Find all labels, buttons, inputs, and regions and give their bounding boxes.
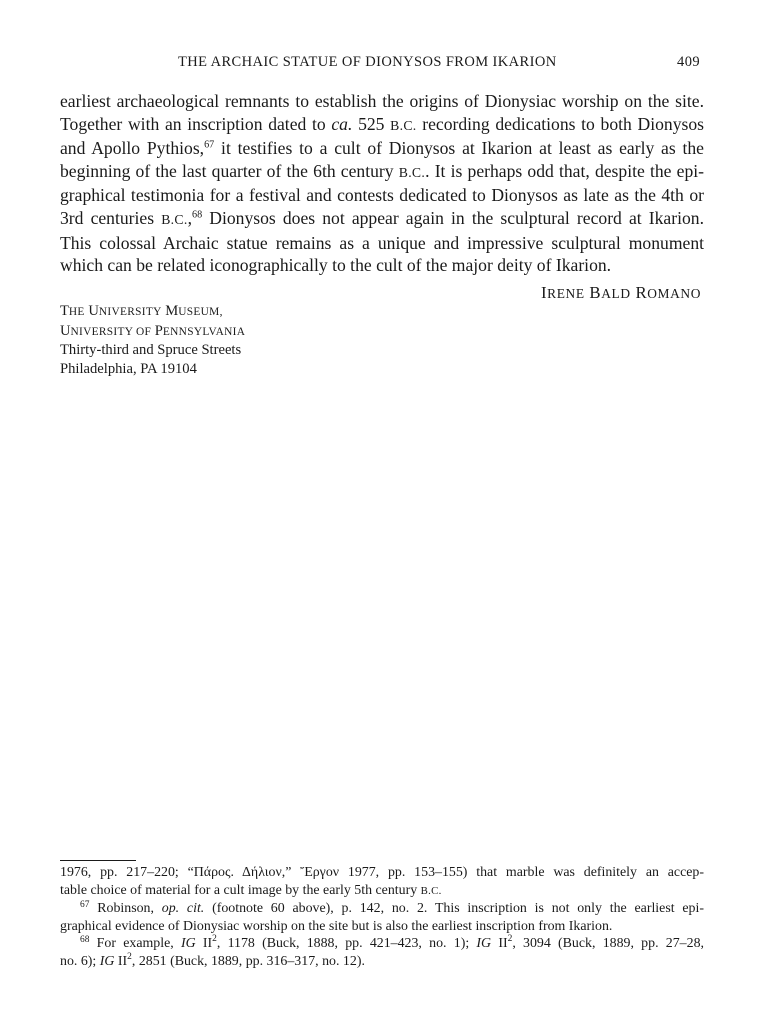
body-line: beginning of the last quarter of the 6th century B.C.. It is perhaps odd that, despite the epi-: [60, 160, 704, 181]
body-paragraph: [60, 90, 704, 277]
body-line: which can be related iconographically to the cult of the major deity of Ikarion.: [60, 255, 612, 276]
affiliation-line: THE UNIVERSITY MUSEUM,: [60, 303, 223, 319]
body-line: 3rd centuries B.C.,$^{68}$ Dionysos does not appear again in the sculptural record at Ikarion.: [60, 207, 704, 228]
body-line: This colossal Archaic statue remains as a unique and impressive sculptural monument: [60, 232, 704, 253]
body-line: Together with an inscription dated to ca. 525 B.C. recording dedications to both Dionysos: [60, 113, 704, 134]
running-header: [60, 54, 700, 76]
footnote-line: 1976, pp. 217–220; “Πάρος. Δήλιον,” Ἔργον 1977, pp. 153–155) that marble was definitely an accep-: [60, 865, 704, 880]
affiliation-line: Philadelphia, PA 19104: [60, 360, 197, 377]
page-number: 409: [677, 54, 700, 70]
footnote-68: $^{68}$ For example, IG $II^2$, 1178 (Buck, 1888, pp. 421–423, no. 1); IG $II^2$, 3094 (Buck, 1889, pp. 27–28,: [80, 934, 704, 952]
footnote-line: table choice of material for a cult image by the early 5th century B.C.: [60, 882, 442, 898]
body-line: and Apollo Pythios,$^{67}$ it testifies to a cult of Dionysos at Ikarion at least as early as the: [60, 138, 704, 159]
footnote-67: $^{67}$ Robinson, op. cit. (footnote 60 above), p. 142, no. 2. This inscription is not only the earliest epi-: [80, 900, 704, 917]
author-signature: IRENE BALD ROMANO: [540, 283, 701, 302]
footnote-ref-68: 68: [191, 209, 203, 221]
footnote-line: graphical evidence of Dionysiac worship on the site but is also the earliest inscription from Ikarion.: [60, 918, 613, 934]
footnote-separator: [60, 860, 136, 861]
body-line: graphical testimonia for a festival and contests dedicated to Dionysos as late as the 4th or: [60, 185, 704, 206]
footnotes: [60, 864, 704, 971]
footnote-line: no. 6); IG $II^2$, 2851 (Buck, 1889, pp. 316–317, no. 12).: [60, 951, 365, 969]
footnote-ref-67: 67: [204, 139, 215, 151]
affiliation-line: Thirty-third and Spruce Streets: [60, 342, 242, 359]
affiliation-line: UNIVERSITY OF PENNSYLVANIA: [60, 322, 246, 339]
running-title: THE ARCHAIC STATUE OF DIONYSOS FROM IKARION: [178, 54, 557, 70]
author-affiliation: [60, 302, 245, 378]
body-line: earliest archaeological remnants to establish the origins of Dionysiac worship on the site.: [60, 91, 704, 111]
